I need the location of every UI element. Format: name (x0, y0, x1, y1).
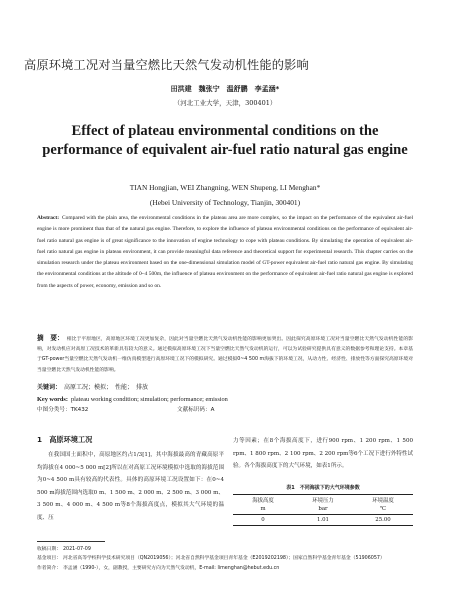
english-authors: TIAN Hongjian, WEI Zhangning, WEN Shupeng, LI Menghan* (129, 183, 321, 192)
footnotes (37, 545, 413, 573)
chinese-title: 高原环境工况对当量空燃比天然气发动机性能的影响 (24, 58, 309, 72)
section-heading: 1 高原环境工况 (37, 435, 93, 444)
table-header-cell: 海拔高度 (233, 495, 293, 505)
document-code: 文献标识码：A (177, 407, 215, 413)
chinese-keywords (37, 383, 413, 393)
table-cell: 0 (233, 515, 293, 526)
author-info: 作者简介： 李孟涵（1990-），女，副教授，主要研究方向为天然气发动机，E-mail: limenghan@hebut.edu.cn (37, 565, 280, 571)
table-unit-cell: ℃ (379, 506, 387, 513)
atmosphere-table (233, 494, 413, 526)
abstract-label: Abstract: (37, 215, 60, 221)
chinese-keywords-label: 关键词： (37, 384, 62, 391)
table-unit-row (233, 505, 413, 515)
table-header-cell: 环境温度 (353, 495, 413, 505)
classification-row (37, 405, 413, 415)
table-cell: 25.00 (353, 515, 413, 526)
english-keywords-label: Key words: (37, 396, 68, 403)
english-affiliation: (Hebei University of Technology, Tianjin, 300401) (149, 198, 301, 207)
english-keywords-text: plateau working condition; simulation; performance; emission (70, 396, 228, 403)
section-body-left: 在我国国土面积中，高原地区约占1/3[1]，其中海拔最高的青藏高原平均海拔在4 000~5 000 m[2]所以在对高原工况环境模拟中选取的海拔范围为0~4 500 m具有较高的代表性。具体的高原环境工况设置如下：在0~4 500 m海拔范围内选取0 m、1 500 m、2 000 m、2 500 m、3 000 m、3 500 m、4 000 m、4 500 m等8个海拔高度点，模拟其大气环境的温度、压 (37, 452, 224, 521)
chinese-abstract-label: 摘 要： (37, 334, 64, 342)
table-caption: 表1 不同海拔下的大气环境参数 (286, 485, 360, 491)
english-title: Effect of plateau environmental conditions on the performance of equivalent air-fuel ratio natural gas engine (42, 123, 408, 158)
table-unit-cell: bar (318, 506, 328, 513)
chinese-abstract-text: 相比于平原地区，高原地区环境工况更加复杂，因此对当量空燃比天然气发动机性能的影响更加突出。因此探究高原环境工况对当量空燃比天然气发动机性能的影响，对发动机应对高原工况技术的革新具有较大的意义。通过模拟高原环境工况下当量空燃比天然气发动机的运行，可以为试验研究提供具有意义的数据参考和理论支持。本章基于GT-power当量空燃比天然气发动机一维仿真模型进行高原环境工况下的模拟研究。通过模拟0~4 500 m海拔下的环境工况，从动力性、经济性、排放性等方面探究高原环境对当量空燃比天然气发动机性能的影响。 (37, 337, 413, 373)
english-keywords (37, 395, 413, 405)
chinese-abstract (37, 333, 413, 376)
clc-number: 中图分类号：TK432 (37, 407, 89, 413)
chinese-affiliation: （河北工业大学，天津，300401） (173, 99, 277, 107)
received-date: 收稿日期： 2021-07-09 (37, 547, 91, 552)
table-unit-cell: m (260, 506, 266, 513)
english-abstract (37, 213, 413, 292)
section-body-right: 力等因素；在8个海拔高度下，进行900 rpm、1 200 rpm、1 500 rpm、1 800 rpm、2 100 rpm、2 200 rpm等6个工况下进行外特性试验。各个海拔高度下的大气环境，如表1所示。 (233, 438, 413, 470)
chinese-keywords-text: 高原工况；模拟； 性能； 排放 (64, 384, 149, 391)
fund-info: 基金项目： 河北省高等学校科学技术研究项目（QN2019056）；河北省自然科学基金项目青年基金（E2019202198）；国家自然科学基金青年基金（51906057） (37, 556, 385, 562)
chinese-authors: 田洪建 魏张宁 温舒鹏 李孟涵* (170, 85, 280, 93)
table-header-cell: 环境压力 (293, 495, 353, 505)
footnote-divider (37, 541, 105, 542)
table-cell: 1.01 (293, 515, 353, 526)
table-row (233, 515, 413, 526)
abstract-text: Compared with the plain area, the environmental conditions in the plateau area are more complex, so the impact on the performance of the equivalent air-fuel engine is more prominent than that of the natural gas engine. Therefore, to explore the influence of plateau environmental conditions on the performance of equivalent air-fuel ratio natural gas engine is of great significance to the innovation of engine technology to cope with plateau conditions. By simulating the operation of equivalent air-fuel ratio natural gas engine in plateau environment, it can provide meaningful data reference and theoretical support for experimental research. This chapter carries on the simulation research under the plateau environment based on the one-dimensional simulation model of GT-power equivalent air-fuel ratio natural gas engine. By simulating the environmental conditions at the altitude of 0~4 500m, the influence of plateau environment on the performance of equivalent air-fuel ratio natural gas engine is explored from the aspects of power, economy, emission and so on. (37, 215, 413, 289)
table-header-row (233, 495, 413, 505)
